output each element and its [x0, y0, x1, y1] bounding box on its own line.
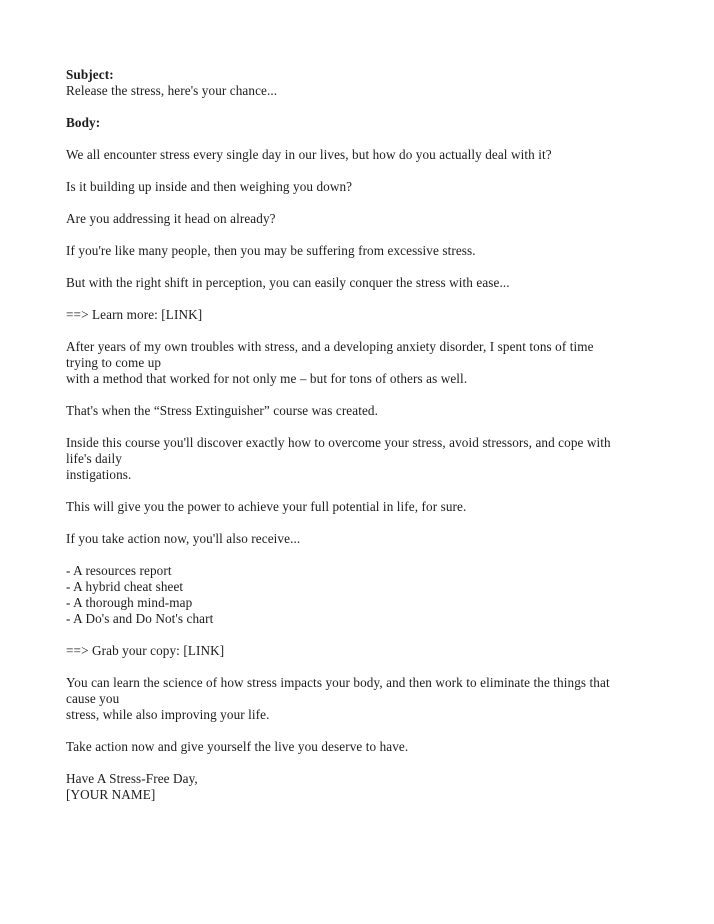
email-paragraph [66, 435, 664, 483]
cta-grab-copy: ==> Grab your copy: [LINK] [66, 643, 225, 658]
email-paragraph [66, 147, 664, 163]
email-paragraph [66, 339, 664, 387]
signature-name-placeholder: [YOUR NAME] [66, 787, 156, 802]
bonus-list-item: - A resources report [66, 563, 172, 578]
bonus-list-item: - A thorough mind-map [66, 595, 193, 610]
body-line: You can learn the science of how stress impacts your body, and then work to eliminate the things that [66, 675, 610, 690]
bonus-list-item: - A Do's and Do Not's chart [66, 611, 214, 626]
subject-text: Release the stress, here's your chance... [66, 83, 278, 98]
body-line: life's daily [66, 451, 122, 466]
email-paragraph [66, 243, 664, 259]
body-line: If you take action now, you'll also receive... [66, 531, 301, 546]
email-paragraph [66, 771, 664, 803]
email-paragraph [66, 179, 664, 195]
email-paragraph [66, 211, 664, 227]
email-paragraph [66, 275, 664, 291]
body-line: If you're like many people, then you may be suffering from excessive stress. [66, 243, 476, 258]
body-line: Inside this course you'll discover exactly how to overcome your stress, avoid stressors, and cope with [66, 435, 611, 450]
body-line: with a method that worked for not only me – but for tons of others as well. [66, 371, 468, 386]
email-paragraph [66, 739, 664, 755]
email-paragraph [66, 643, 664, 659]
subject-label: Subject: [66, 67, 114, 82]
email-paragraph [66, 403, 664, 419]
email-paragraph [66, 499, 664, 515]
cta-learn-more: ==> Learn more: [LINK] [66, 307, 203, 322]
body-line: Are you addressing it head on already? [66, 211, 276, 226]
email-paragraph [66, 115, 664, 131]
body-label: Body: [66, 115, 101, 130]
body-line: cause you [66, 691, 120, 706]
email-body-container [66, 67, 664, 803]
body-line: trying to come up [66, 355, 162, 370]
body-line: Take action now and give yourself the live you deserve to have. [66, 739, 409, 754]
email-paragraph [66, 67, 664, 99]
body-line: We all encounter stress every single day in our lives, but how do you actually deal with it? [66, 147, 552, 162]
email-paragraph [66, 531, 664, 547]
body-line: After years of my own troubles with stress, and a developing anxiety disorder, I spent tons of time [66, 339, 594, 354]
body-line: That's when the “Stress Extinguisher” course was created. [66, 403, 379, 418]
body-line: instigations. [66, 467, 132, 482]
body-line: stress, while also improving your life. [66, 707, 270, 722]
email-paragraph [66, 563, 664, 627]
bonus-list-item: - A hybrid cheat sheet [66, 579, 184, 594]
email-paragraph [66, 307, 664, 323]
signature-closing: Have A Stress-Free Day, [66, 771, 198, 786]
body-line: But with the right shift in perception, you can easily conquer the stress with ease... [66, 275, 510, 290]
email-paragraph [66, 675, 664, 723]
body-line: This will give you the power to achieve your full potential in life, for sure. [66, 499, 467, 514]
body-line: Is it building up inside and then weighing you down? [66, 179, 353, 194]
